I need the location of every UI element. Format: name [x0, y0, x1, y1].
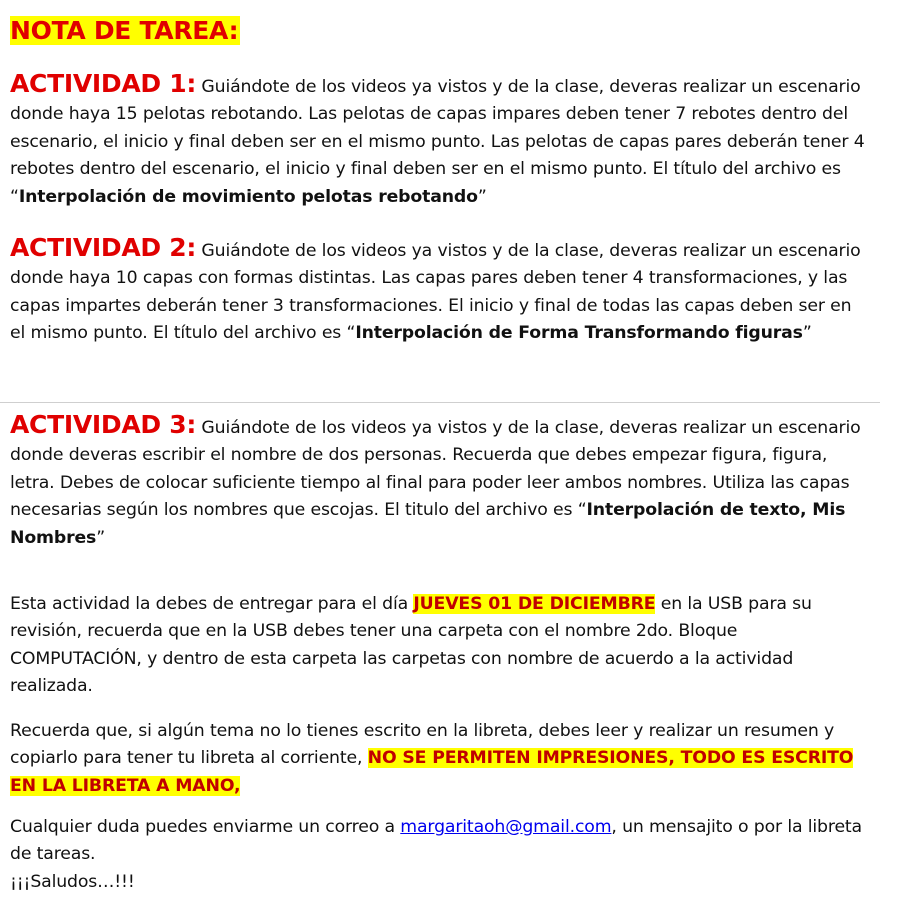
activity-1-heading: ACTIVIDAD 1: — [10, 69, 197, 98]
activity-3 — [10, 411, 870, 552]
activity-2-file-title: Interpolación de Forma Transformando figuras — [355, 323, 803, 344]
activity-2-close-quote: ” — [802, 323, 812, 344]
farewell-text: ¡¡¡Saludos…!!! — [10, 871, 135, 892]
activity-1 — [10, 70, 870, 211]
activity-2-text: Guiándote de los videos ya vistos y de la clase, deveras realizar un escenario donde haya 10 capas con formas distintas. Las capas pares deben tener 4 transformaciones, y las capas impartes deberán tener 3 transformaciones. El inicio y final de todas las capas deben ser en el mismo punto. El título del archivo es “ — [10, 241, 861, 344]
activity-1-text: Guiándote de los videos ya vistos y de la clase, deveras realizar un escenario donde haya 15 pelotas rebotando. Las pelotas de capas impares deben tener 7 rebotes dentro del escenario, el inicio y final deben ser en el mismo punto. Las pelotas de capas pares deberán tener 4 rebotes dentro del escenario, el inicio y final deben ser en el mismo punto. El título del archivo es “ — [10, 77, 865, 207]
activity-3-heading: ACTIVIDAD 3: — [10, 410, 197, 439]
contact-text-after: , un mensajito o por la libreta de tareas. — [10, 817, 862, 865]
delivery-text-after: en la USB para su revisión, recuerda que en la USB debes tener una carpeta con el nombre 2do. Bloque COMPUTACIÓN, y dentro de esta carpeta las carpetas con nombre de acuerdo a la actividad realizada. — [10, 594, 812, 697]
reminder-text: Recuerda que, si algún tema no lo tienes escrito en la libreta, debes leer y realizar un resumen y copiarlo para tener tu libreta al corriente, — [10, 721, 835, 769]
delivery-section — [10, 591, 870, 701]
activity-3-text: Guiándote de los videos ya vistos y de la clase, deveras realizar un escenario donde deveras escribir el nombre de dos personas. Recuerda que debes empezar figura, figura, letra. Debes de colocar suficiente tiempo al final para poder leer ambos nombres. Utiliza las capas necesarias según los nombres que escojas. El titulo del archivo es “ — [10, 418, 861, 521]
reminder-paragraph — [10, 718, 870, 800]
email-link[interactable]: margaritaoh@gmail.com — [400, 817, 612, 837]
activity-2-paragraph — [10, 234, 870, 348]
activity-3-file-title: Interpolación de texto, Mis Nombres — [10, 500, 846, 548]
reminder-highlight: NO SE PERMITEN IMPRESIONES, TODO ES ESCRITO EN LA LIBRETA A MANO, — [10, 748, 854, 796]
reminder-section — [10, 718, 870, 800]
activity-1-paragraph — [10, 70, 870, 211]
activity-3-paragraph — [10, 411, 870, 552]
delivery-paragraph — [10, 591, 870, 701]
activity-3-close-quote: ” — [96, 527, 106, 548]
delivery-text-before: Esta actividad la debes de entregar para el día — [10, 594, 414, 614]
delivery-date-highlight: JUEVES 01 DE DICIEMBRE — [413, 594, 656, 614]
activity-1-close-quote: ” — [477, 186, 487, 207]
note-title-text: NOTA DE TAREA: — [10, 16, 239, 45]
activity-2-heading: ACTIVIDAD 2: — [10, 233, 197, 262]
note-title — [10, 14, 240, 47]
contact-text-before: Cualquier duda puedes enviarme un correo a — [10, 817, 401, 837]
contact-paragraph — [10, 814, 870, 896]
activity-1-file-title: Interpolación de movimiento pelotas rebotando — [18, 186, 478, 207]
activity-2 — [10, 234, 870, 348]
section-divider — [0, 402, 880, 403]
contact-section — [10, 814, 870, 896]
